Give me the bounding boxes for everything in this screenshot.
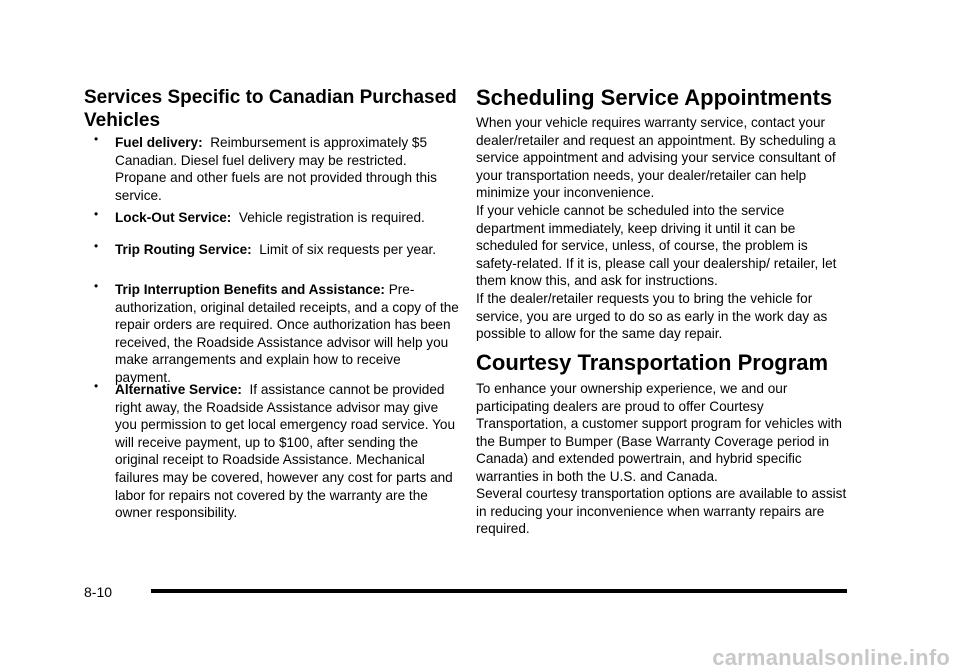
bullet-term: Lock-Out Service: [115, 210, 232, 225]
watermark-text: carmanualsonline.info [712, 645, 950, 670]
section-heading-canadian-services: Services Specific to Canadian Purchased Vehicles [84, 87, 457, 131]
courtesy-paragraph-1: To enhance your ownership experience, we and our participating dealers are proud to offer Courtesy Transportation, a customer support program for vehicles with the Bumper to Bumper (Base Warranty Coverage period in Canada) and extended powertrain, and hybrid specific warranties in both the U.S. and Canada. [476, 381, 842, 484]
bullet-icon: • [94, 132, 99, 146]
scheduling-paragraph-3: If the dealer/retailer requests you to bring the vehicle for service, you are urged to do so as early in the work day as possible to allow for the same day repair. [476, 291, 828, 342]
section-heading-scheduling: Scheduling Service Appointments [476, 85, 833, 110]
bullet-term: Alternative Service: [115, 382, 242, 397]
bullet-text: If assistance cannot be provided right away, the Roadside Assistance advisor may give you permission to get local emergency road service. You will receive payment, up to $100, after sending the original receipt to Roadside Assistance. Mechanical failures may be covered, however any cost for parts and labor for repairs not covered by the warranty are the owner responsibility. [115, 382, 456, 521]
courtesy-paragraph-2: Several courtesy transportation options are available to assist in reducing your inconvenience when warranty repairs are required. [476, 486, 847, 537]
bullet-icon: • [94, 379, 99, 393]
bullet-text: Reimbursement is approximately $5 Canadian. Diesel fuel delivery may be restricted. Propane and other fuels are not provided through this service. [115, 135, 437, 203]
bullet-term: Fuel delivery: [115, 135, 203, 150]
bullet-text: Pre-authorization, original detailed receipts, and a copy of the repair orders are required. Once authorization has been received, the Roadside Assistance advisor will help you make arrangements and explain how to receive payment. [115, 282, 459, 385]
bullet-text: Limit of six requests per year. [259, 242, 437, 257]
bullet-icon: • [94, 279, 99, 293]
page-number: 8-10 [84, 584, 113, 600]
footer-divider [151, 589, 847, 593]
bullet-term: Trip Routing Service: [115, 242, 252, 257]
scheduling-paragraph-1: When your vehicle requires warranty service, contact your dealer/retailer and request an appointment. By scheduling a service appointment and advising your service consultant of your transportation needs, your dealer/retailer can help minimize your inconvenience. [476, 115, 836, 201]
bullet-icon: • [94, 239, 99, 253]
bullet-term: Trip Interruption Benefits and Assistance: [115, 282, 385, 297]
section-heading-courtesy-transportation: Courtesy Transportation Program [476, 350, 829, 375]
bullet-text: Vehicle registration is required. [238, 210, 425, 225]
bullet-icon: • [94, 207, 99, 221]
scheduling-paragraph-2: If your vehicle cannot be scheduled into the service department immediately, keep driving it until it can be scheduled for service, unless, of course, the problem is safety-related. If it is, please call your dealership/ retailer, let them know this, and ask for instructions. [476, 203, 837, 289]
